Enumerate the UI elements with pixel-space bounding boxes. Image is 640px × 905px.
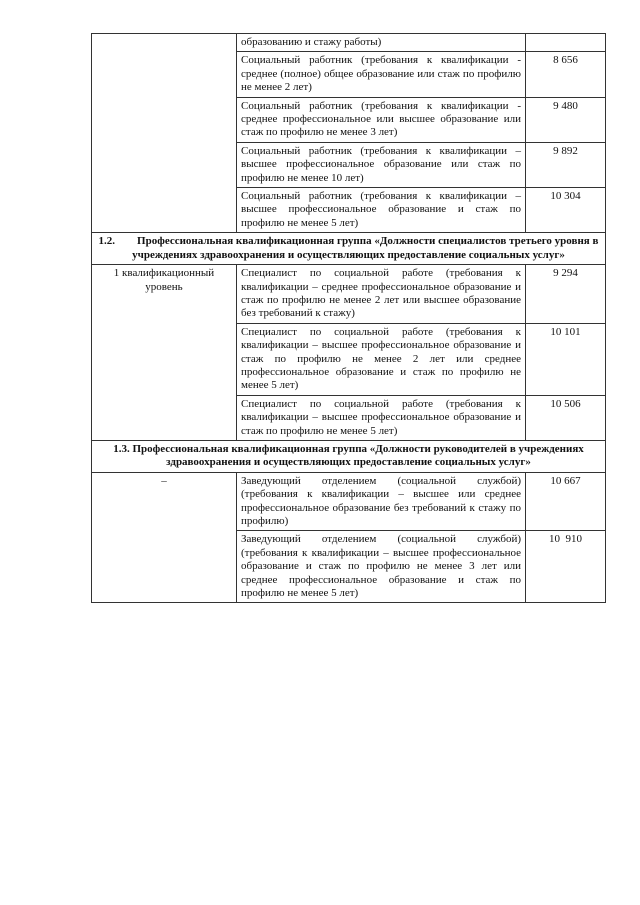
position-description: образованию и стажу работы) bbox=[237, 34, 526, 52]
position-description: Социальный работник (требования к квалификации – высшее профессиональное образование или стаж по профилю не менее 10 лет) bbox=[237, 142, 526, 187]
salary-table bbox=[91, 33, 606, 603]
section-header-row bbox=[92, 440, 606, 472]
salary-value: 10 506 bbox=[526, 395, 606, 440]
section-title: Профессиональная квалификационная группа «Должности специалистов третьего уровня в учреждениях здравоохранения и осуществляющих предоставление социальных услуг» bbox=[132, 235, 599, 261]
qualification-level: – bbox=[92, 472, 237, 603]
salary-value: 10 667 bbox=[526, 472, 606, 531]
position-description: Специалист по социальной работе (требования к квалификации – высшее профессиональное образование и стаж по профилю не менее 2 лет или среднее профессиональное образование и стаж по профилю не менее 5 лет) bbox=[237, 323, 526, 395]
position-description: Специалист по социальной работе (требования к квалификации – высшее профессиональное образование и стаж по профилю не менее 5 лет) bbox=[237, 395, 526, 440]
level-cell-empty bbox=[92, 34, 237, 233]
salary-value: 10 910 bbox=[526, 531, 606, 603]
position-description: Социальный работник (требования к квалификации - среднее профессиональное или высшее образование или стаж по профилю не менее 3 лет) bbox=[237, 97, 526, 142]
section-header-row bbox=[92, 233, 606, 265]
table-row bbox=[92, 265, 606, 324]
position-description: Социальный работник (требования к квалификации – высшее профессиональное образование и стаж по профилю не менее 5 лет) bbox=[237, 188, 526, 233]
section-header-1-2 bbox=[92, 233, 606, 265]
salary-value: 8 656 bbox=[526, 52, 606, 97]
salary-value: 10 304 bbox=[526, 188, 606, 233]
table-row bbox=[92, 472, 606, 531]
position-description: Специалист по социальной работе (требования к квалификации – среднее профессиональное образование и стаж по профилю не менее 2 лет или высшее образование без требований к стажу) bbox=[237, 265, 526, 324]
qualification-level: 1 квалификационный уровень bbox=[92, 265, 237, 441]
salary-value: 9 480 bbox=[526, 97, 606, 142]
salary-value bbox=[526, 34, 606, 52]
salary-value: 10 101 bbox=[526, 323, 606, 395]
section-header-1-3: 1.3. Профессиональная квалификационная группа «Должности руководителей в учреждениях здравоохранения и осуществляющих предоставление социальных услуг» bbox=[92, 440, 606, 472]
salary-value: 9 892 bbox=[526, 142, 606, 187]
position-description: Социальный работник (требования к квалификации - среднее (полное) общее образование или стаж по профилю не менее 2 лет) bbox=[237, 52, 526, 97]
salary-value: 9 294 bbox=[526, 265, 606, 324]
position-description: Заведующий отделением (социальной службой) (требования к квалификации – высшее или среднее профессиональное образование без требований к стажу по профилю) bbox=[237, 472, 526, 531]
section-number: 1.2. bbox=[98, 235, 116, 248]
table-row bbox=[92, 34, 606, 52]
position-description: Заведующий отделением (социальной службой) (требования к квалификации – высшее профессиональное образование и стаж по профилю не менее 3 лет или среднее профессиональное образование и стаж по профилю не менее 5 лет) bbox=[237, 531, 526, 603]
